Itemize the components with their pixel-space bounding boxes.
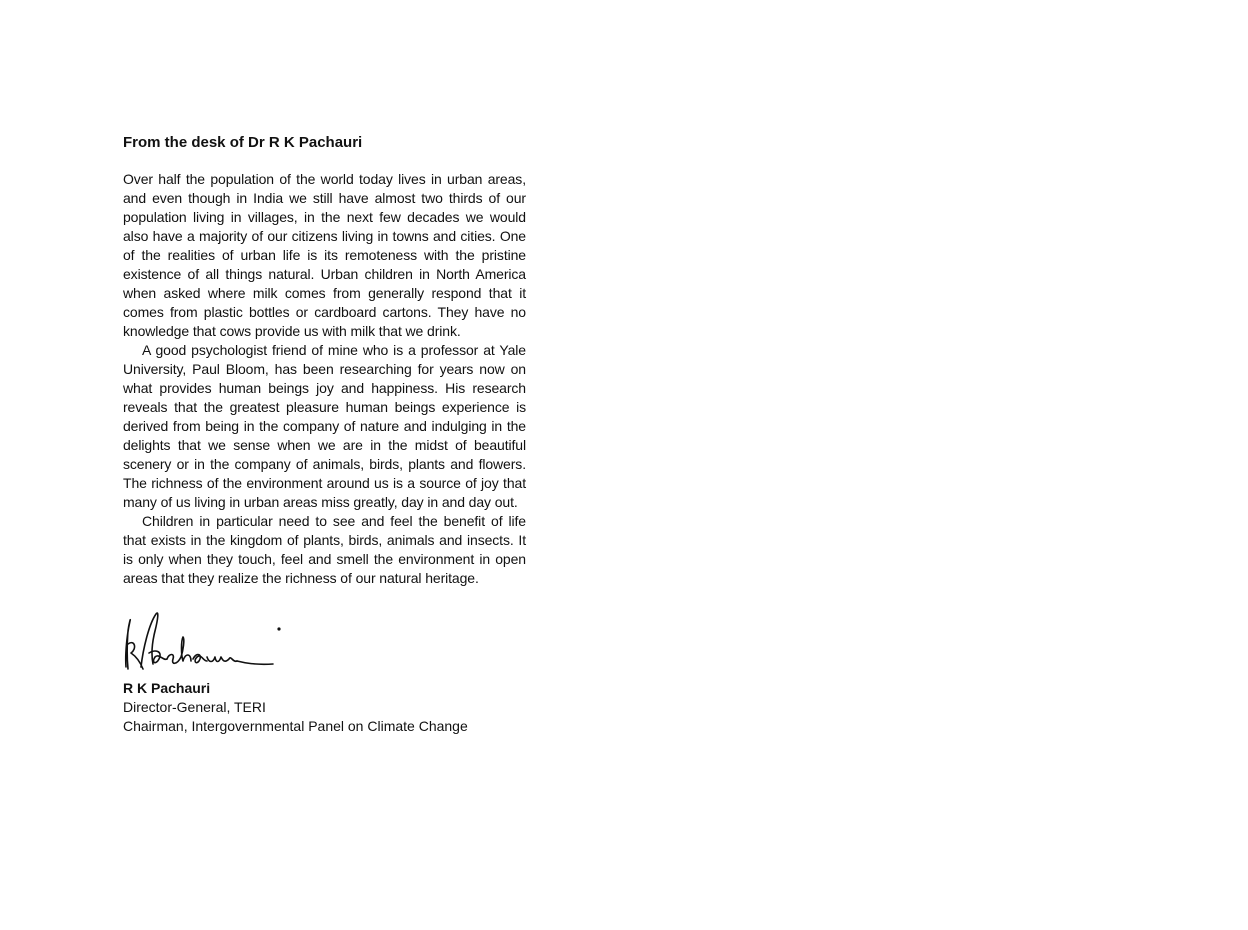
handwritten-signature <box>123 609 283 679</box>
signatory-title-2: Chairman, Intergovernmental Panel on Climate Change <box>123 718 468 734</box>
paragraph-2: A good psychologist friend of mine who is a professor at Yale University, Paul Bloom, has been researching for years now on what provides human beings joy and happiness. His research reveals that the greatest pleasure human beings experience is derived from being in the company of nature and indulging in the delights that we sense when we are in the midst of beautiful scenery or in the company of animals, birds, plants and flowers. The richness of the environment around us is a source of joy that many of us living in urban areas miss greatly, day in and day out. <box>123 342 526 510</box>
paragraph-1: Over half the population of the world today lives in urban areas, and even though in India we still have almost two thirds of our population living in villages, in the next few decades we would also have a majority of our citizens living in towns and cities. One of the realities of urban life is its remoteness with the pristine existence of all things natural. Urban children in North America when asked where milk comes from generally respond that it comes from plastic bottles or cardboard cartons. They have no knowledge that cows provide us with milk that we drink. <box>123 171 526 339</box>
signatory-name: R K Pachauri <box>123 680 211 696</box>
letter-column <box>123 133 526 736</box>
signatory-title-1: Director-General, TERI <box>123 699 266 715</box>
paragraph-3: Children in particular need to see and feel the benefit of life that exists in the kingdom of plants, birds, animals and insects. It is only when they touch, feel and smell the environment in open areas that they realize the richness of our natural heritage. <box>123 513 526 586</box>
letter-heading: From the desk of Dr R K Pachauri <box>123 134 363 151</box>
